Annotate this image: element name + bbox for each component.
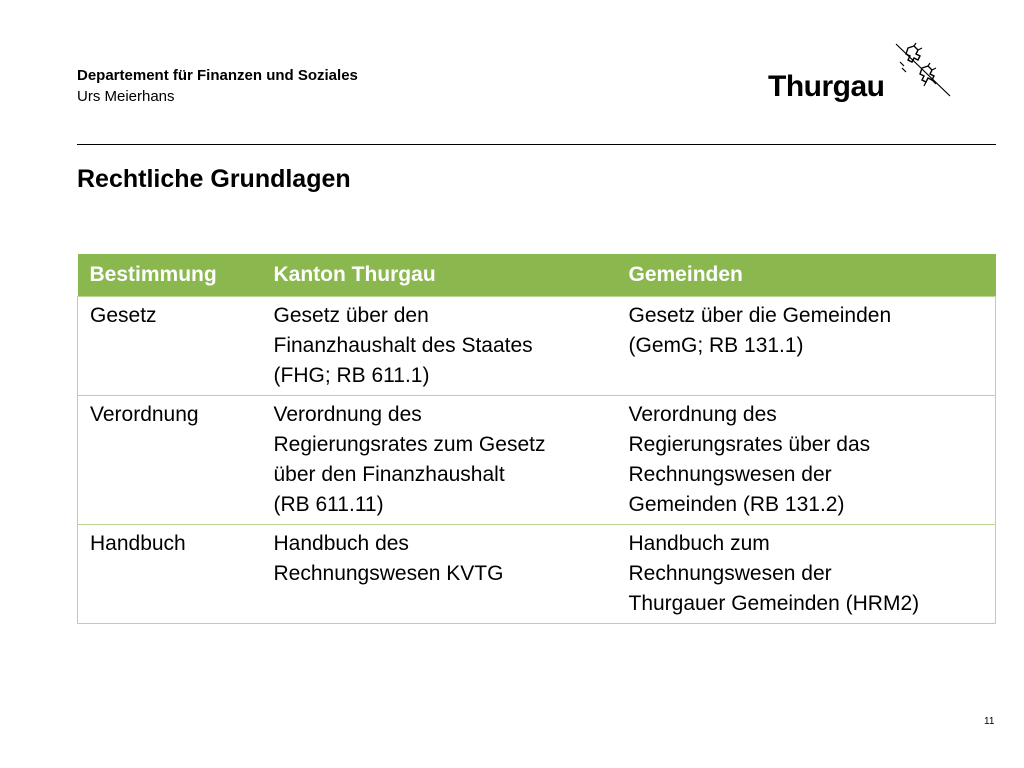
cell-line: Regierungsrates über das [628,433,871,456]
presenter-name: Urs Meierhans [77,88,175,105]
cell-line: Gemeinden (RB 131.2) [628,493,845,516]
cell-line: (FHG; RB 611.1) [273,364,430,387]
department-name: Departement für Finanzen und Soziales [77,67,358,84]
page-title: Rechtliche Grundlagen [77,165,351,193]
cell-line: über den Finanzhaushalt [273,463,505,486]
slide-number: 11 [984,716,995,727]
cell-gemeinden [617,525,996,624]
table-row [78,396,996,525]
header-divider [77,144,996,145]
cell-gemeinden [617,297,996,396]
column-header-kanton: Kanton Thurgau [262,254,617,297]
table-row [78,525,996,624]
cell-line: Rechnungswesen KVTG [273,562,504,585]
cell-line: Gesetz über die Gemeinden [628,304,892,327]
cell-kanton [262,525,617,624]
cell-line: Verordnung des [628,403,777,426]
cell-line: Rechnungswesen der [628,562,832,585]
cell-line: Handbuch zum [628,532,770,555]
thurgau-logo [768,42,948,108]
cell-bestimmung: Handbuch [78,525,262,624]
column-header-gemeinden: Gemeinden [617,254,996,297]
cell-line: Handbuch des [273,532,409,555]
cell-kanton [262,297,617,396]
cell-bestimmung: Verordnung [78,396,262,525]
cell-line: (RB 611.11) [273,493,384,516]
cell-kanton [262,396,617,525]
cell-bestimmung: Gesetz [78,297,262,396]
table-header-row [78,254,996,297]
cell-line: Thurgauer Gemeinden (HRM2) [628,592,920,615]
cell-line: Regierungsrates zum Gesetz [273,433,546,456]
thurgau-lions-emblem-icon [894,42,952,98]
cell-line: Verordnung des [273,403,422,426]
cell-line: Rechnungswesen der [628,463,832,486]
cell-line: Gesetz über den [273,304,429,327]
cell-line: Finanzhaushalt des Staates [273,334,533,357]
column-header-bestimmung: Bestimmung [78,254,262,297]
logo-text: Thurgau [768,70,885,103]
cell-gemeinden [617,396,996,525]
legal-basis-table [77,254,996,624]
cell-line: (GemG; RB 131.1) [628,334,804,357]
table-row [78,297,996,396]
